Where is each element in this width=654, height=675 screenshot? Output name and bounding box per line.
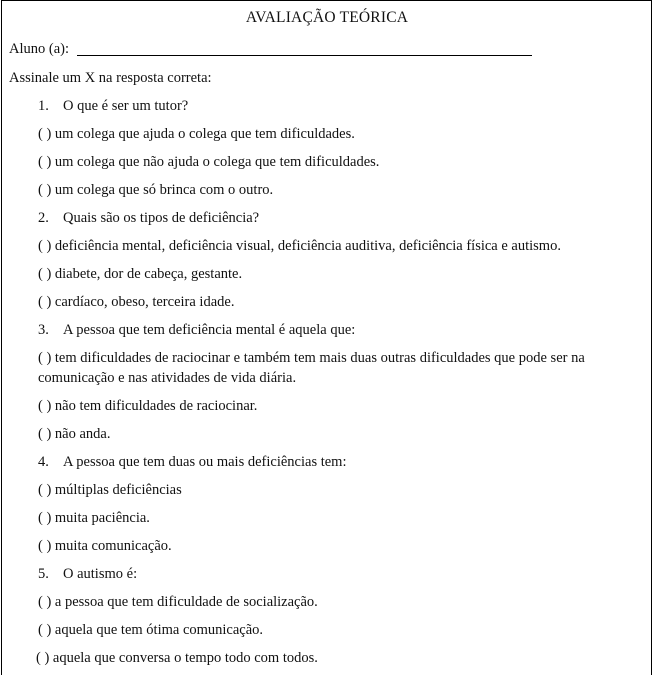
- question-5-option-a[interactable]: ( ) a pessoa que tem dificuldade de socialização.: [38, 594, 318, 610]
- question-1-text: O que é ser um tutor?: [63, 98, 189, 114]
- question-2-text: Quais são os tipos de deficiência?: [63, 210, 260, 226]
- question-3: [38, 321, 355, 339]
- question-1: [38, 97, 188, 115]
- question-4-option-b[interactable]: ( ) muita paciência.: [38, 510, 150, 526]
- question-1-option-c[interactable]: ( ) um colega que só brinca com o outro.: [38, 182, 274, 198]
- question-3-option-b[interactable]: ( ) não tem dificuldades de raciocinar.: [38, 398, 258, 414]
- question-4-option-c[interactable]: ( ) muita comunicação.: [38, 538, 172, 554]
- question-5-number: 5.: [38, 566, 49, 582]
- question-4: [38, 453, 346, 471]
- question-3-option-c[interactable]: ( ) não anda.: [38, 426, 111, 442]
- question-4-number: 4.: [38, 454, 49, 470]
- question-2-option-c[interactable]: ( ) cardíaco, obeso, terceira idade.: [38, 294, 235, 310]
- question-2-option-b[interactable]: ( ) diabete, dor de cabeça, gestante.: [38, 266, 243, 282]
- question-3-number: 3.: [38, 322, 49, 338]
- question-3-option-a[interactable]: ( ) tem dificuldades de raciocinar e também tem mais duas outras dificuldades que pode ser na comunicação e nas atividades de vida diária.: [38, 350, 585, 386]
- question-4-option-a[interactable]: ( ) múltiplas deficiências: [38, 482, 182, 498]
- question-1-option-a[interactable]: ( ) um colega que ajuda o colega que tem dificuldades.: [38, 126, 355, 142]
- question-5-option-b[interactable]: ( ) aquela que tem ótima comunicação.: [38, 622, 264, 638]
- question-2-option-a[interactable]: ( ) deficiência mental, deficiência visual, deficiência auditiva, deficiência física e autismo.: [38, 238, 561, 254]
- question-1-option-b[interactable]: ( ) um colega que não ajuda o colega que tem dificuldades.: [38, 154, 380, 170]
- question-2-number: 2.: [38, 210, 49, 226]
- student-name-blank-line: [77, 55, 532, 56]
- student-name-label: Aluno (a):: [9, 41, 69, 57]
- question-3-text: A pessoa que tem deficiência mental é aquela que:: [63, 322, 356, 338]
- question-2: [38, 209, 259, 227]
- question-5: [38, 565, 137, 583]
- question-1-number: 1.: [38, 98, 49, 114]
- question-4-text: A pessoa que tem duas ou mais deficiências tem:: [63, 454, 347, 470]
- question-5-option-c[interactable]: ( ) aquela que conversa o tempo todo com todos.: [36, 650, 318, 666]
- question-5-text: O autismo é:: [63, 566, 138, 582]
- instruction-text: Assinale um X na resposta correta:: [9, 70, 212, 86]
- page-title: AVALIAÇÃO TEÓRICA: [245, 9, 409, 26]
